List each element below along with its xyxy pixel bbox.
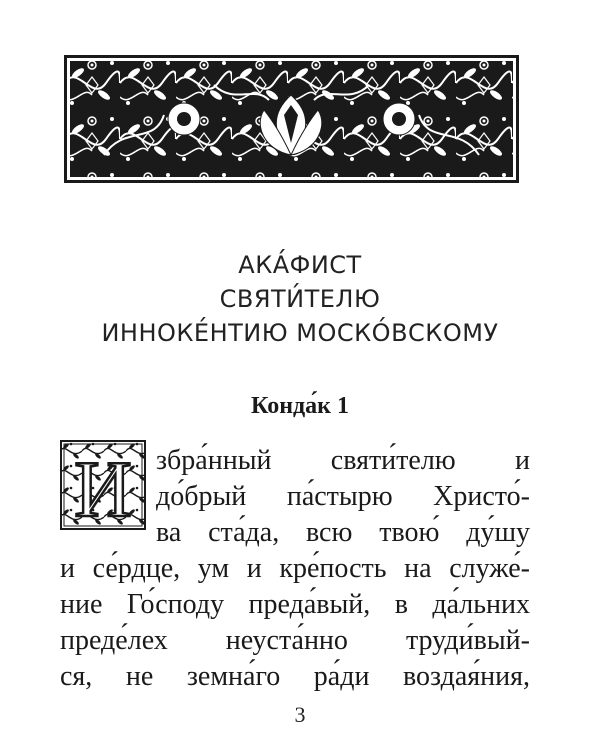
floral-headpiece-icon xyxy=(64,55,519,183)
text-line: преде́лех неуста́нно труди́вый- xyxy=(60,625,530,656)
text-line: до́брый па́стырю Христо́- xyxy=(156,481,530,512)
kondak-heading: Конда́к 1 xyxy=(250,393,349,419)
page-number: 3 xyxy=(294,702,306,727)
akathist-title xyxy=(0,248,600,350)
ornamental-initial-icon xyxy=(60,440,146,530)
text-line: ние Го́споду преда́вый, в да́льних xyxy=(60,589,530,620)
text-line: ва ста́да, всю твою́ ду́шу xyxy=(156,517,530,548)
title-line-1: АКА́ФИСТ xyxy=(238,251,362,279)
text-line: ся, не земна́го ра́ди воздая́ния, xyxy=(60,661,530,692)
text-line: збра́нный святи́телю и xyxy=(156,445,530,476)
text-line: и се́рдце, ум и кре́пость на служе́- xyxy=(60,553,530,584)
dropcap-letter: И xyxy=(74,446,132,530)
title-line-3: ИННОКЕ́НТИЮ МОСКО́ВСКОМУ xyxy=(101,319,499,347)
title-line-2: СВЯТИ́ТЕЛЮ xyxy=(219,285,381,313)
